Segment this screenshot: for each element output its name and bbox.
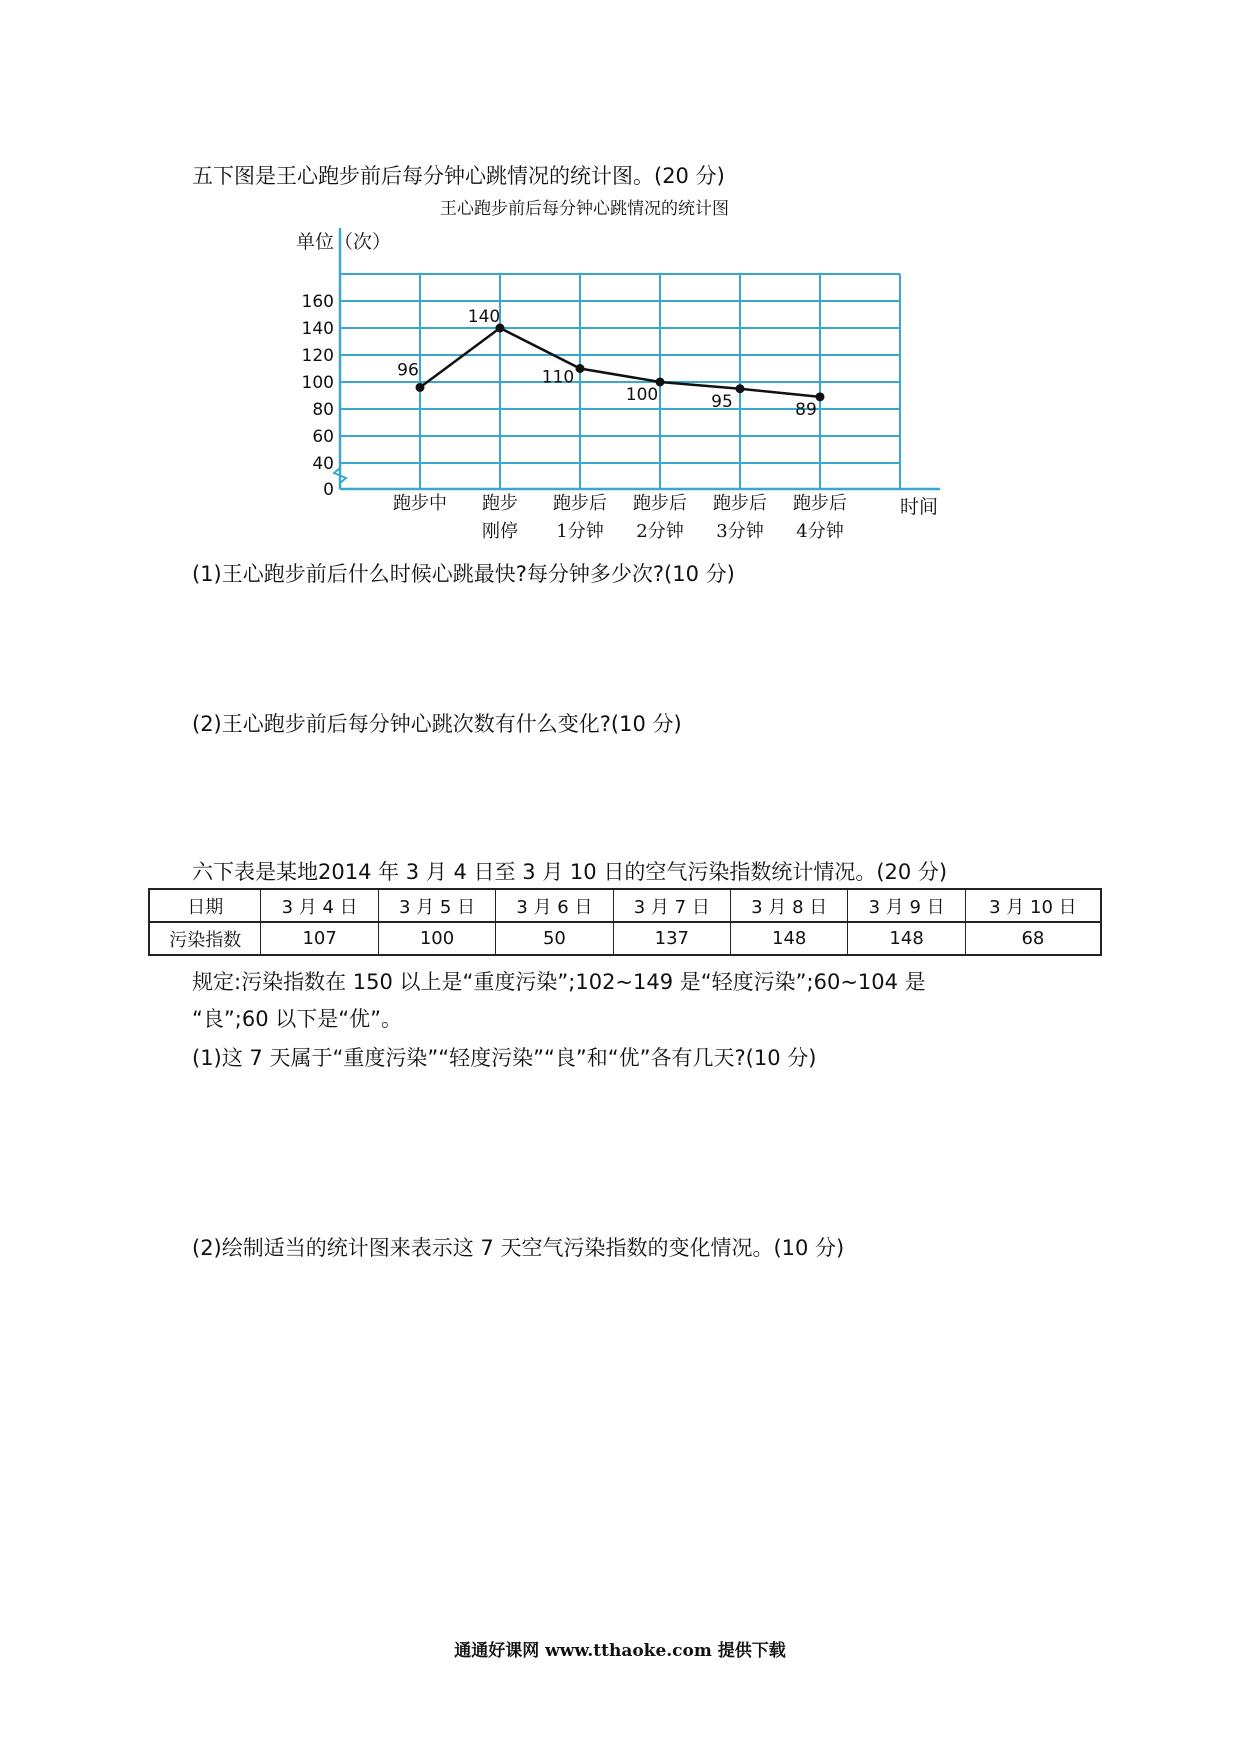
date-cell: 3 月 5 日 xyxy=(378,889,495,922)
y-tick-label: 60 xyxy=(312,427,334,447)
x-category-label: 跑步 xyxy=(482,493,518,514)
table-row-dates xyxy=(149,889,1101,922)
value-cell: 148 xyxy=(731,922,848,955)
q5-sub2: (2)王心跑步前后每分钟心跳次数有什么变化?(10 分) xyxy=(192,712,682,736)
x-category-label: 跑步后 xyxy=(713,493,767,514)
chart-axes xyxy=(334,228,940,489)
chart-grid xyxy=(340,274,900,489)
x-category-label: 跑步中 xyxy=(393,493,447,514)
q5-heading: 五下图是王心跑步前后每分钟心跳情况的统计图。(20 分) xyxy=(192,164,725,188)
value-cell: 148 xyxy=(848,922,965,955)
q6-sub1: (1)这 7 天属于“重度污染”“轻度污染”“良”和“优”各有几天?(10 分) xyxy=(192,1046,817,1070)
data-point xyxy=(576,364,585,373)
value-cell: 107 xyxy=(261,922,378,955)
y-tick-labels xyxy=(302,292,334,500)
data-label: 110 xyxy=(541,367,575,388)
data-point xyxy=(416,383,425,392)
row-label-index: 污染指数 xyxy=(149,922,261,955)
footer-credit: 通通好课网 www.tthaoke.com 提供下载 xyxy=(454,1641,786,1661)
q6-rule-line1: 规定:污染指数在 150 以上是“重度污染”;102~149 是“轻度污染”;60~104 是 xyxy=(192,970,926,994)
y-tick-label: 0 xyxy=(323,480,334,500)
row-label-date: 日期 xyxy=(149,889,261,922)
q6-sub2: (2)绘制适当的统计图来表示这 7 天空气污染指数的变化情况。(10 分) xyxy=(192,1236,845,1260)
x-category-label: 2分钟 xyxy=(636,521,684,540)
data-point xyxy=(816,392,825,401)
y-tick-label: 120 xyxy=(301,346,334,366)
series-line xyxy=(420,328,820,397)
heartbeat-line-chart xyxy=(280,220,960,540)
x-category-label: 跑步后 xyxy=(793,493,847,514)
data-label: 89 xyxy=(795,399,817,420)
date-cell: 3 月 6 日 xyxy=(496,889,613,922)
data-label: 95 xyxy=(711,391,733,412)
date-cell: 3 月 10 日 xyxy=(965,889,1101,922)
table-row-values xyxy=(149,922,1101,955)
x-category-label: 1分钟 xyxy=(556,521,604,540)
q5-sub1: (1)王心跑步前后什么时候心跳最快?每分钟多少次?(10 分) xyxy=(192,562,735,586)
y-axis-label: 单位（次） xyxy=(296,231,392,253)
data-label: 140 xyxy=(467,307,501,327)
x-axis-label: 时间 xyxy=(900,496,939,518)
y-tick-label: 40 xyxy=(312,454,334,474)
value-cell: 137 xyxy=(613,922,730,955)
x-category-label: 刚停 xyxy=(482,521,518,540)
data-label: 96 xyxy=(397,360,419,381)
q6-rule-line2: “良”;60 以下是“优”。 xyxy=(192,1007,402,1031)
value-cell: 100 xyxy=(378,922,495,955)
y-tick-label: 80 xyxy=(312,400,334,420)
date-cell: 3 月 4 日 xyxy=(261,889,378,922)
data-point xyxy=(736,384,745,393)
y-tick-label: 160 xyxy=(301,292,334,312)
date-cell: 3 月 8 日 xyxy=(731,889,848,922)
x-category-label: 4分钟 xyxy=(796,521,844,540)
y-tick-label: 100 xyxy=(301,373,334,393)
date-cell: 3 月 9 日 xyxy=(848,889,965,922)
date-cell: 3 月 7 日 xyxy=(613,889,730,922)
x-category-label: 跑步后 xyxy=(553,493,607,514)
value-cell: 50 xyxy=(496,922,613,955)
value-cell: 68 xyxy=(965,922,1101,955)
x-category-label: 跑步后 xyxy=(633,493,687,514)
heartbeat-series xyxy=(397,307,824,420)
data-label: 100 xyxy=(625,385,659,405)
chart-title: 王心跑步前后每分钟心跳情况的统计图 xyxy=(440,199,729,219)
x-category-label: 3分钟 xyxy=(716,521,764,540)
y-tick-label: 140 xyxy=(301,319,334,339)
q6-heading: 六下表是某地2014 年 3 月 4 日至 3 月 10 日的空气污染指数统计情况。(20 分) xyxy=(192,860,948,884)
pollution-table xyxy=(148,888,1102,956)
x-category-labels xyxy=(393,493,847,540)
